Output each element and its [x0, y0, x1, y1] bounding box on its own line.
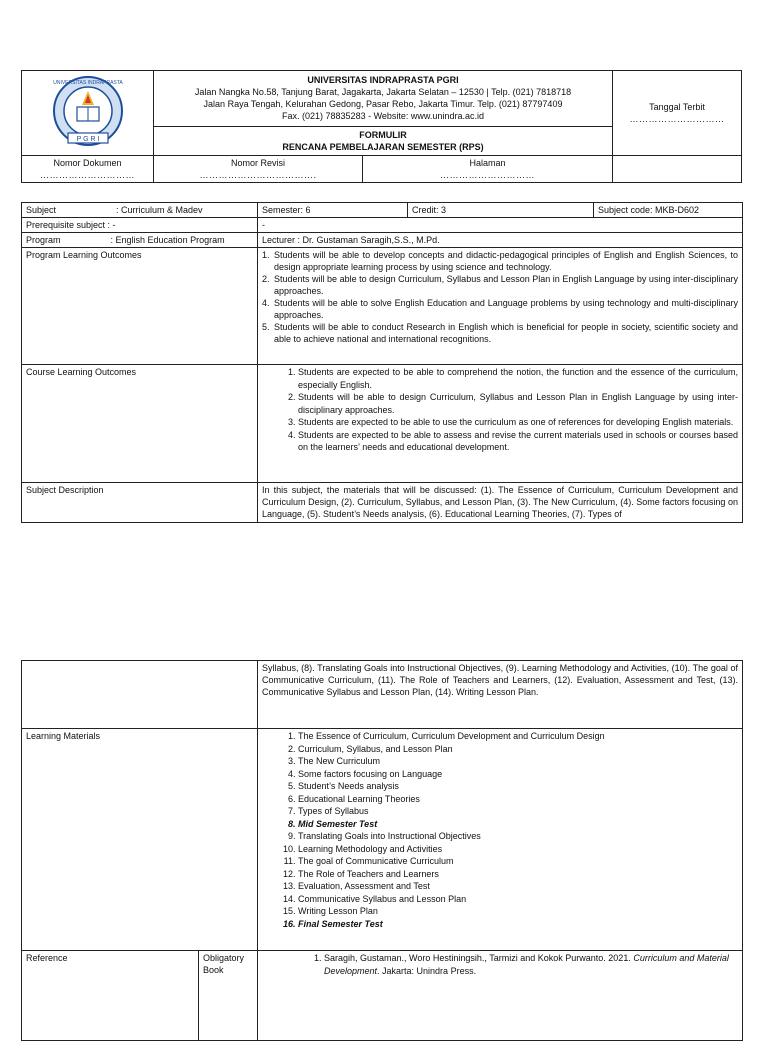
tanggal-terbit-value: …………………………: [629, 114, 725, 124]
material-item: 11. The goal of Communicative Curriculum: [298, 855, 738, 868]
material-item: 1. The Essence of Curriculum, Curriculum Development and Curriculum Design: [298, 730, 738, 743]
rps-table-page-1: [21, 202, 743, 523]
nomor-dokumen-value: …………………………: [40, 170, 135, 180]
halaman-cell: [363, 156, 613, 183]
plo-item: [262, 321, 738, 345]
description-text-1: In this subject, the materials that will be discussed: (1). The Essence of Curriculum, Curriculum Development and Curriculum Design, (2). Curriculum, Syllabus, and Lesson Plan, (3). The New Curriculum, (4). Some factors focusing on Language, (5). Student’s Needs analysis, (6). Educational Learning Theories, (7). Types of: [258, 483, 743, 523]
form-title: RENCANA PEMBELAJARAN SEMESTER (RPS): [282, 141, 484, 152]
prerequisite-cell: Prerequisite subject : -: [22, 218, 258, 233]
halaman-label: Halaman: [469, 158, 506, 168]
clo-item: 2. Students will be able to design Curriculum, Syllabus and Lesson Plan in English Language by using inter-disciplinary approaches.: [298, 391, 738, 416]
material-item: 3. The New Curriculum: [298, 755, 738, 768]
plo-number: 2.: [262, 274, 270, 284]
reference-list: [258, 951, 743, 1041]
material-item: 9. Translating Goals into Instructional Objectives: [298, 830, 738, 843]
semester-cell: Semester: 6: [258, 203, 408, 218]
reference-item: [324, 952, 738, 977]
logo-arc-text: UNIVERSITAS INDRAPRASTA: [52, 80, 123, 86]
form-label: FORMULIR: [359, 129, 407, 140]
material-item: 12. The Role of Teachers and Learners: [298, 868, 738, 881]
plo-item: [262, 297, 738, 321]
plo-number: 1.: [262, 250, 270, 260]
description-label-continued: [22, 661, 258, 729]
plo-text: Students will be able to solve English Education and Language problems by using technology and multi-disciplinary approaches.: [274, 298, 738, 320]
reference-title: Curriculum and Material Development: [324, 953, 729, 976]
plo-text: Students will be able to develop concepts and didactic-pedagogical principles of English and English Sciences, to design appropriate learning process by using science and technology.: [274, 250, 738, 272]
prerequisite-value: -: [258, 218, 743, 233]
material-item: 6. Educational Learning Theories: [298, 793, 738, 806]
reference-sub-label: [199, 951, 258, 1041]
plo-item: [262, 249, 738, 273]
material-item: 4. Some factors focusing on Language: [298, 768, 738, 781]
book-label: Book: [203, 965, 224, 975]
institution-cell: [154, 71, 613, 127]
nomor-revisi-label: Nomor Revisi: [230, 158, 285, 168]
plo-label: Program Learning Outcomes: [22, 248, 258, 365]
tanggal-terbit-cell: [613, 71, 742, 156]
clo-item: 4. Students are expected to be able to assess and revise the current materials used in schools or courses based on the learners’ needs and educational development.: [298, 429, 738, 454]
material-item: 14. Communicative Syllabus and Lesson Plan: [298, 893, 738, 906]
nomor-revisi-value: ……………………………….: [199, 170, 317, 180]
university-logo-icon: [48, 73, 128, 153]
clo-list: [258, 365, 743, 483]
reference-label: Reference: [22, 951, 199, 1041]
header-table: [21, 70, 742, 183]
nomor-dokumen-cell: [22, 156, 154, 183]
address-line-2: Jalan Raya Tengah, Kelurahan Gedong, Pasar Rebo, Jakarta Timur. Telp. (021) 87797409: [203, 99, 563, 110]
subject-cell: Subject : Curriculum & Madev: [22, 203, 258, 218]
plo-number: 4.: [262, 298, 270, 308]
description-label: Subject Description: [22, 483, 258, 523]
plo-list: [258, 248, 743, 365]
plo-item: [262, 273, 738, 297]
material-item-final-test: 16. Final Semester Test: [298, 918, 738, 931]
reference-authors: Saragih, Gustaman., Woro Hestiningsih., Tarmizi and Kokok Purwanto. 2021.: [324, 953, 634, 963]
program-cell: Program : English Education Program: [22, 233, 258, 248]
material-item: 7. Types of Syllabus: [298, 805, 738, 818]
credit-cell: Credit: 3: [408, 203, 594, 218]
header-empty-cell: [613, 156, 742, 183]
materials-label: Learning Materials: [22, 729, 258, 951]
logo-cell: [22, 71, 154, 156]
reference-publisher: . Jakarta: Unindra Press.: [377, 965, 477, 976]
material-item: 15. Writing Lesson Plan: [298, 905, 738, 918]
material-item: 2. Curriculum, Syllabus, and Lesson Plan: [298, 743, 738, 756]
material-item: 10. Learning Methodology and Activities: [298, 843, 738, 856]
clo-item: 3. Students are expected to be able to use the curriculum as one of references for developing English materials.: [298, 416, 738, 429]
rps-table-page-2: [21, 660, 743, 1041]
tanggal-terbit-label: Tanggal Terbit: [649, 102, 705, 112]
address-line-1: Jalan Nangka No.58, Tanjung Barat, Jagakarta, Jakarta Selatan – 12530 | Telp. (021) 7818718: [194, 87, 572, 98]
lecturer-cell: Lecturer : Dr. Gustaman Saragih,S.S., M.Pd.: [258, 233, 743, 248]
address-line-3: Fax. (021) 78835283 - Website: www.unindra.ac.id: [282, 111, 484, 122]
halaman-value: …………………………: [440, 170, 535, 180]
material-item-mid-test: 8. Mid Semester Test: [298, 818, 738, 831]
material-item: 5. Student’s Needs analysis: [298, 780, 738, 793]
plo-number: 5.: [262, 322, 270, 332]
material-item: 13. Evaluation, Assessment and Test: [298, 880, 738, 893]
clo-label: Course Learning Outcomes: [22, 365, 258, 483]
university-name: UNIVERSITAS INDRAPRASTA PGRI: [307, 75, 459, 86]
form-title-cell: [154, 126, 613, 155]
clo-item: 1. Students are expected to be able to comprehend the notion, the function and the essence of the curriculum, especially English.: [298, 366, 738, 391]
subject-code-cell: Subject code: MKB-D602: [594, 203, 743, 218]
logo-band-text: P G R I: [76, 136, 99, 143]
plo-text: Students will be able to conduct Research in English which is beneficial for people in society, scientific society and able to achieve national and international recognitions.: [274, 322, 738, 344]
obligatory-label: Obligatory: [203, 953, 245, 963]
description-text-2: Syllabus, (8). Translating Goals into Instructional Objectives, (9). Learning Methodology and Activities, (10). The goal of Communicative Curriculum, (11). The Role of Teachers and Learners, (12). Evaluation, Assessment and Test, (13). Communicative Syllabus and Lesson Plan, (14). Writing Lesson Plan.: [258, 661, 743, 729]
materials-list: [258, 729, 743, 951]
nomor-revisi-cell: [154, 156, 363, 183]
plo-text: Students will be able to design Curriculum, Syllabus and Lesson Plan in English Language by using inter-disciplinary approaches.: [274, 274, 738, 296]
nomor-dokumen-label: Nomor Dokumen: [53, 158, 122, 168]
